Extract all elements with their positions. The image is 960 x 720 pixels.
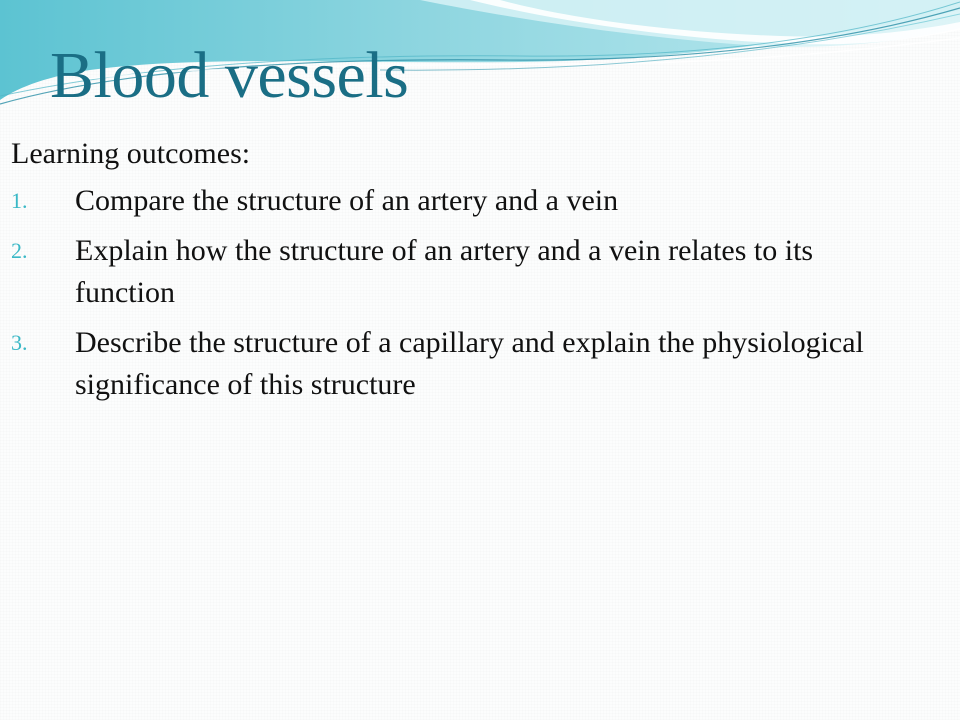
list-item-text: Describe the structure of a capillary and explain the physiological significance of this structure [75, 326, 864, 401]
list-item [11, 322, 911, 406]
list-item [11, 180, 911, 222]
list-item-number: 3. [11, 330, 28, 355]
learning-outcomes-heading: Learning outcomes: [11, 137, 251, 170]
list-item-number: 1. [11, 188, 28, 213]
list-item-text: Explain how the structure of an artery and a vein relates to its function [75, 234, 814, 309]
learning-outcomes-list [11, 180, 911, 406]
list-item-text: Compare the structure of an artery and a vein [75, 184, 619, 217]
list-item [11, 230, 911, 314]
slide-title: Blood vessels [50, 39, 409, 112]
slide-content [11, 134, 911, 414]
list-item-number: 2. [11, 238, 28, 263]
